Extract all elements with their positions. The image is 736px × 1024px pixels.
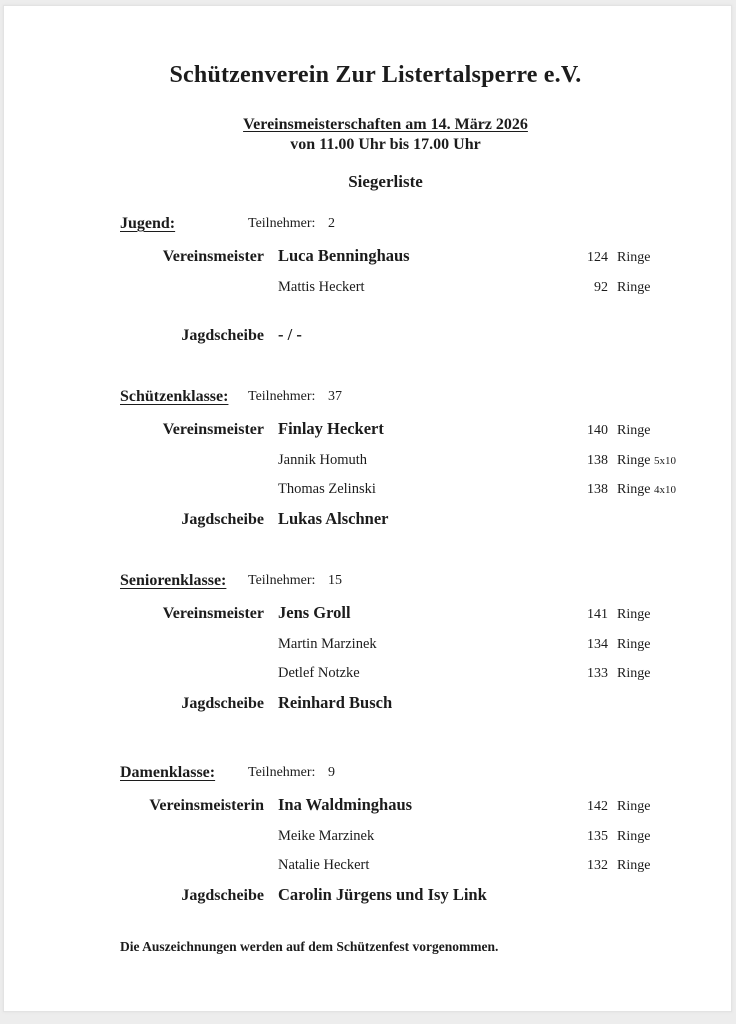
row-label: Vereinsmeister bbox=[162, 605, 264, 622]
section-title: Seniorenklasse: bbox=[120, 572, 227, 589]
page-sheet bbox=[3, 5, 732, 1012]
jagdscheibe-value: Carolin Jürgens und Isy Link bbox=[278, 885, 487, 904]
section-head bbox=[120, 570, 651, 592]
participants-count: 9 bbox=[328, 765, 335, 780]
shooter-name: Ina Waldminghaus bbox=[278, 795, 413, 814]
section bbox=[120, 386, 676, 532]
result-row bbox=[120, 244, 651, 270]
score-unit-cell bbox=[608, 855, 651, 877]
participants-label: Teilnehmer: bbox=[248, 573, 316, 588]
score-unit: Ringe bbox=[617, 858, 651, 873]
score-unit-cell bbox=[608, 663, 651, 685]
score-unit-cell bbox=[608, 419, 651, 443]
result-row bbox=[120, 277, 651, 299]
shooter-name: Thomas Zelinski bbox=[278, 481, 376, 497]
section-title: Damenklasse: bbox=[120, 764, 216, 781]
row-label: Vereinsmeister bbox=[162, 421, 264, 438]
section bbox=[120, 213, 651, 348]
section bbox=[120, 570, 651, 716]
score-unit: Ringe bbox=[617, 280, 651, 295]
score-unit-cell bbox=[608, 277, 651, 299]
event-time-line: von 11.00 Uhr bis 17.00 Uhr bbox=[290, 136, 481, 153]
score-unit: Ringe bbox=[617, 637, 651, 652]
event-date-line: Vereinsmeisterschaften am 14. März 2026 bbox=[243, 116, 528, 133]
jagdscheibe-label: Jagdscheibe bbox=[181, 695, 264, 712]
shooter-name: Martin Marzinek bbox=[278, 636, 377, 652]
score-unit-cell bbox=[608, 634, 651, 656]
jagdscheibe-row bbox=[120, 883, 651, 908]
section-head bbox=[120, 213, 651, 235]
sections-container bbox=[120, 213, 676, 908]
score-unit: Ringe bbox=[617, 666, 651, 681]
jagdscheibe-row bbox=[120, 691, 651, 716]
score-value: 135 bbox=[587, 829, 608, 844]
score-value: 142 bbox=[587, 799, 608, 814]
participants-label: Teilnehmer: bbox=[248, 216, 316, 231]
list-title: Siegerliste bbox=[348, 172, 423, 191]
result-row bbox=[120, 793, 651, 819]
participants-count: 15 bbox=[328, 573, 342, 588]
section-title: Schützenklasse: bbox=[120, 388, 229, 405]
score-value: 138 bbox=[587, 453, 608, 468]
score-unit-cell bbox=[608, 246, 651, 270]
shooter-name: Mattis Heckert bbox=[278, 279, 365, 295]
shooter-name: Meike Marzinek bbox=[278, 828, 375, 844]
row-label: Vereinsmeisterin bbox=[149, 797, 264, 814]
score-value: 140 bbox=[587, 423, 608, 438]
score-unit: Ringe bbox=[617, 607, 651, 622]
section-head bbox=[120, 386, 651, 408]
score-unit-cell bbox=[608, 603, 651, 627]
score-unit-cell bbox=[608, 450, 676, 472]
result-row bbox=[120, 417, 651, 443]
document-title: Schützenverein Zur Listertalsperre e.V. bbox=[169, 62, 582, 88]
score-unit: Ringe bbox=[617, 453, 651, 468]
result-row bbox=[120, 663, 651, 685]
score-unit-cell bbox=[608, 795, 651, 819]
shooter-name: Finlay Heckert bbox=[278, 419, 384, 438]
score-unit: Ringe bbox=[617, 482, 651, 497]
footer-note: Die Auszeichnungen werden auf dem Schützenfest vorgenommen. bbox=[120, 939, 499, 954]
jagdscheibe-label: Jagdscheibe bbox=[181, 327, 264, 344]
shooter-name: Luca Benninghaus bbox=[278, 246, 410, 265]
shooter-name: Detlef Notzke bbox=[278, 665, 360, 681]
jagdscheibe-value: Reinhard Busch bbox=[278, 693, 393, 712]
score-unit: Ringe bbox=[617, 423, 651, 438]
jagdscheibe-row bbox=[120, 323, 651, 348]
score-tiebreak: 5x10 bbox=[653, 455, 676, 467]
shooter-name: Jens Groll bbox=[278, 603, 351, 622]
score-value: 132 bbox=[587, 858, 608, 873]
score-value: 141 bbox=[587, 607, 608, 622]
score-value: 133 bbox=[587, 666, 608, 681]
score-unit-cell bbox=[608, 826, 651, 848]
result-row bbox=[120, 450, 676, 472]
result-row bbox=[120, 601, 651, 627]
document-body bbox=[4, 6, 731, 956]
jagdscheibe-label: Jagdscheibe bbox=[181, 511, 264, 528]
participants-count: 37 bbox=[328, 389, 342, 404]
score-value: 124 bbox=[587, 250, 608, 265]
score-unit-cell bbox=[608, 479, 676, 501]
result-row bbox=[120, 634, 651, 656]
jagdscheibe-label: Jagdscheibe bbox=[181, 887, 264, 904]
score-value: 92 bbox=[594, 280, 608, 295]
result-row bbox=[120, 826, 651, 848]
section bbox=[120, 762, 651, 908]
score-tiebreak: 4x10 bbox=[653, 484, 676, 496]
result-row bbox=[120, 855, 651, 877]
score-value: 138 bbox=[587, 482, 608, 497]
shooter-name: Natalie Heckert bbox=[278, 857, 370, 873]
score-unit: Ringe bbox=[617, 829, 651, 844]
score-unit: Ringe bbox=[617, 799, 651, 814]
section-head bbox=[120, 762, 651, 784]
participants-count: 2 bbox=[328, 216, 335, 231]
score-unit: Ringe bbox=[617, 250, 651, 265]
participants-label: Teilnehmer: bbox=[248, 389, 316, 404]
score-value: 134 bbox=[587, 637, 608, 652]
shooter-name: Jannik Homuth bbox=[278, 452, 368, 468]
section-title: Jugend: bbox=[120, 215, 176, 232]
jagdscheibe-value: Lukas Alschner bbox=[278, 509, 389, 528]
jagdscheibe-value: - / - bbox=[278, 325, 302, 344]
result-row bbox=[120, 479, 676, 501]
jagdscheibe-row bbox=[120, 507, 651, 532]
row-label: Vereinsmeister bbox=[162, 248, 264, 265]
participants-label: Teilnehmer: bbox=[248, 765, 316, 780]
